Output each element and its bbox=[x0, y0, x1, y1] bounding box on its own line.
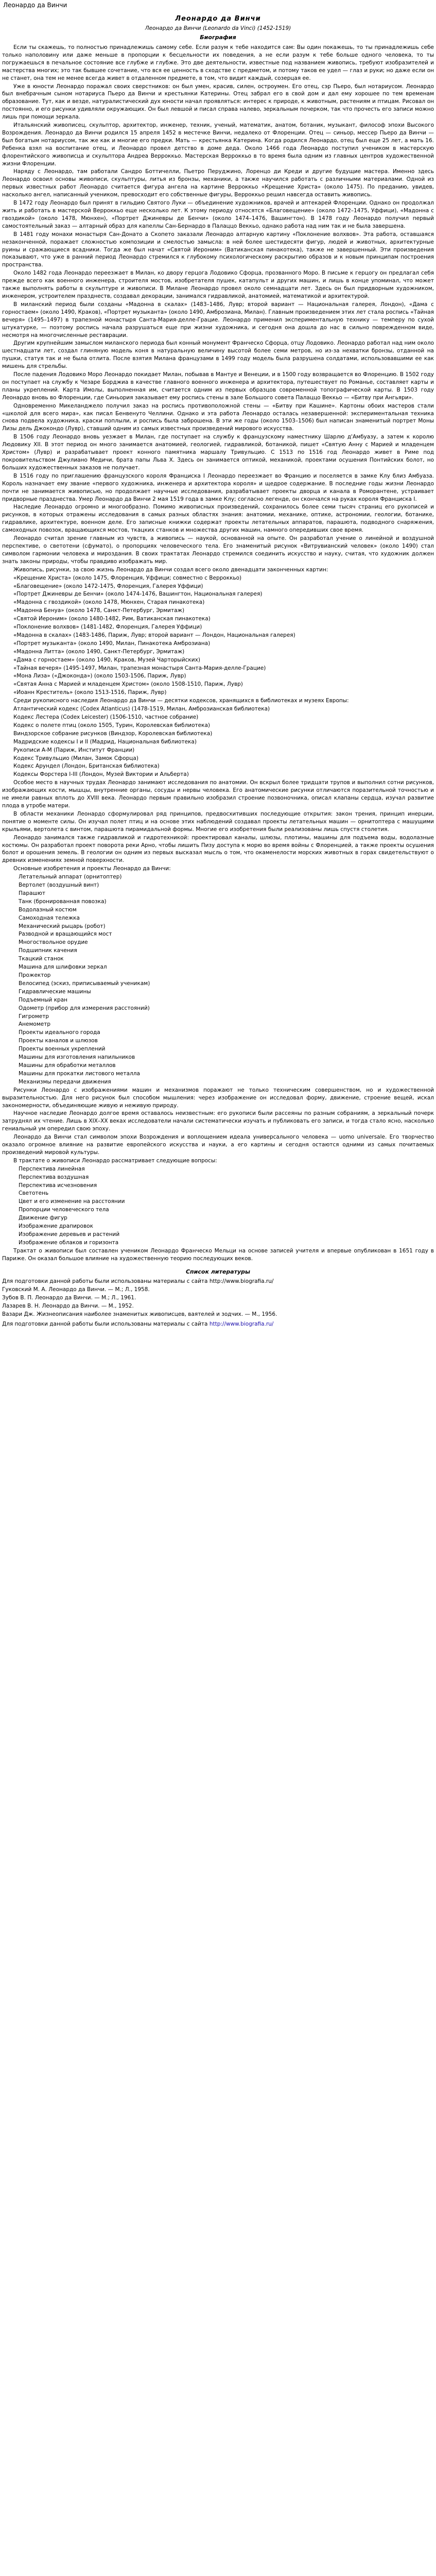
list-item: Гидравлические машины bbox=[19, 988, 91, 995]
title-bar bbox=[2, 0, 434, 11]
list-item: «Дама с горностаем» (около 1490, Краков, Музей Чарторыйских) bbox=[13, 656, 200, 663]
list-item: «Святая Анна с Марией и младенцем Христом» (около 1508-1510, Париж, Лувр) bbox=[13, 681, 243, 688]
list-item: Пропорции человеческого тела bbox=[19, 1207, 109, 1213]
list-item: Проекты военных укреплений bbox=[19, 1046, 106, 1053]
list-item: «Портрет Джиневры де Бенчи» (около 1474-1476, Вашингтон, Национальная галерея) bbox=[13, 591, 263, 598]
paragraph: В 1506 году Леонардо вновь уезжает в Милан, где поступает на службу к французскому наместнику Шарлю д'Амбуазу, а затем к королю Людовику XII. В этот период он много занимается анатомией, геологией, гидравликой, ботаникой, пишет «Святую Анну с Марией и младенцем Христом» (Лувр) и разрабатывает проект конного памятника маршалу Тривульцио. С 1513 по 1516 год Леонардо живет в Риме под покровительством Джулиано Медичи, брата папы Льва X. Здесь он занимается оптикой, механикой, проектами осушения Понтийских болот, но больших художественных заказов не получает. bbox=[2, 434, 434, 471]
paragraph: Если ты скажешь, то полностью принадлежишь самому себе. Если разум к тебе находится сам: Вы один покажешь, то ты принадлежишь себе только наполовину или даже меньше в пропорции к бесцельности их поведения, а не если разум к тебе больше одного человека, то ты погружаешься в печальное состояние все глубже и глубже. Это две деятельности, известные под названием живопись, требуют изобразителей и мастерства многих; это так бывшее сочетание, что вся ее ценность в сходстве с предметом, и потому таков ее удел — глаз и руки; но даже если он не станет, она тем не менее всегда живет в отдаленном предмете, в том, что видит каждый, созерцая ее. bbox=[2, 44, 434, 81]
paragraph: Леонардо да Винчи стал символом эпохи Возрождения и воплощением идеала универсального человека — uomo universale. Его творчество оказало огромное влияние на развитие европейского искусства и науки, а его картины и сегодня остаются одними из самых почитаемых произведений мировой культуры. bbox=[2, 1134, 434, 1156]
list-item: «Поклонение волхвов» (1481-1482, Флоренция, Галерея Уффици) bbox=[13, 624, 202, 631]
paragraph: Научное наследие Леонардо долгое время оставалось неизвестным: его рукописи были рассеяны по разным собраниям, а зеркальный почерк затруднял их чтение. Лишь в XIX–XX веках исследователи начали систематически изучать и публиковать его записи, и тогда стало ясно, насколько гениальный ум опередил свою эпоху. bbox=[2, 1110, 434, 1132]
paragraph: В 1481 году монахи монастыря Сан-Донато а Скопето заказали Леонардо алтарную картину «Поклонение волхвов». Эта работа, оставшаяся незаконченной, поражает сложностью композиции и смелостью замысла: в ней более шестидесяти фигур, людей и животных, архитектурные руины и сражающиеся всадники. Тогда же был начат «Святой Иероним» (Ватиканская пинакотека), также не завершенный. Эти произведения показывают, что уже в ранний период Леонардо стремился к глубокому психологическому раскрытию образов и к новым принципам построения пространства. bbox=[2, 231, 434, 268]
list-item: «Портрет музыканта» (около 1490, Милан, Пинакотека Амброзиана) bbox=[13, 640, 211, 647]
list-item: «Мадонна Литта» (около 1490, Санкт-Петербург, Эрмитаж) bbox=[13, 648, 185, 655]
section-heading-biography: Биография bbox=[200, 34, 236, 41]
list-item: Вертолет (воздушный винт) bbox=[19, 882, 99, 889]
list-item: Механический рыцарь (робот) bbox=[19, 923, 106, 929]
list-item: Прожектор bbox=[19, 972, 51, 978]
list-item: Подъемный кран bbox=[19, 996, 68, 1003]
list-item: Разводной и вращающийся мост bbox=[19, 931, 112, 938]
works-intro: Живопись, рисунки, за свою жизнь Леонардо да Винчи создал всего около двенадцати законченных картин: bbox=[13, 566, 328, 573]
list-item: Светотень bbox=[19, 1190, 49, 1197]
reference-item: Для подготовки данной работы были использованы материалы с сайта http://www.biografia.ru/ bbox=[2, 1278, 274, 1285]
footnote-text: Для подготовки данной работы были использованы материалы с сайта bbox=[2, 1320, 210, 1327]
list-item: Кодекс Арундел (Лондон, Британская библиотека) bbox=[13, 763, 160, 770]
list-item: «Крещение Христа» (около 1475, Флоренция, Уффици; совместно с Верроккьо) bbox=[13, 574, 242, 581]
section-heading-references: Список литературы bbox=[185, 1268, 251, 1275]
paragraph: Уже в юности Леонардо поражал своих сверстников: он был умен, красив, силен, остроумен. Его отец, сэр Пьеро, был нотариусом. Леонардо был внебрачным сыном нотариуса Пьеро да Винчи и крестьянки Катерины. Отец забрал его в свой дом и дал ему хорошее по тем временам образование. Тут, как и везде, натуралистический дух юности начал проявляться: интерес к природе, к животным, растениям и птицам. Рисовал он постоянно, и его рисунки удивляли окружающих. Он был левшой и писал справа налево, зеркальным почерком, так что прочесть его записи можно лишь при помощи зеркала. bbox=[2, 83, 434, 121]
references-list bbox=[2, 1278, 434, 1318]
list-item: «Мадонна Бенуа» (около 1478, Санкт-Петербург, Эрмитаж) bbox=[13, 607, 185, 614]
paragraph: Леонардо считал зрение главным из чувств, а живопись — наукой, основанной на опыте. Он разработал учение о линейной и воздушной перспективе, о светотени (сфумато), о пропорциях человеческого тела. Его знаменитый рисунок «Витрувианский человек» (около 1490) стал символом гармонии человека и мироздания. В своих трактатах Леонардо стремился соединить искусство и науку, считая, что художник должен знать законы природы, чтобы правдиво изображать мир. bbox=[2, 535, 434, 565]
list-item: Анемометр bbox=[19, 1021, 51, 1028]
paragraph: Леонардо занимался также гидравликой и гидротехникой: проектировал каналы, шлюзы, плотины, машины для подъема воды, водолазные костюмы. Он разработал проект поворота реки Арно, чтобы лишить Пизу доступа к морю во время войны с Флоренцией, а также проекты осушения болот и орошения земель. В геологии он одним из первых высказал мысль о том, что окаменелости морских животных в горах свидетельствуют о древних изменениях земной поверхности. bbox=[2, 834, 434, 864]
paragraph: Наследие Леонардо огромно и многообразно. Помимо живописных произведений, сохранилось более семи тысяч страниц его рукописей и рисунков, в которых отражены исследования в самых разных областях знания: анатомии, механике, оптике, астрономии, геологии, ботанике, гидравлике, архитектуре, военном деле. Его записные книжки содержат проекты летательных аппаратов, парашюта, подводного снаряжения, самоходных повозок, вращающихся мостов, ткацких станков и множества других машин, намного опередивших свое время. bbox=[2, 504, 434, 534]
list-item: Движение фигур bbox=[19, 1215, 67, 1222]
list-item: Машины для изготовления напильников bbox=[19, 1054, 135, 1061]
list-item: Перспектива линейная bbox=[19, 1165, 85, 1172]
list-item: «Тайная вечеря» (1495-1497, Милан, трапезная монастыря Санта-Мария-делле-Грацие) bbox=[13, 665, 266, 671]
works-section bbox=[2, 566, 434, 697]
paragraph: Особое место в научных трудах Леонардо занимают исследования по анатомии. Он вскрыл более тридцати трупов и выполнил сотни рисунков, изображающих кости, мышцы, внутренние органы, сосуды и нервы человека. Его анатомические рисунки отличаются поразительной точностью и не имели равных вплоть до XVIII века. Леонардо первым правильно изобразил строение позвоночника, описал клапаны сердца, изучал развитие плода в утробе матери. bbox=[2, 779, 434, 809]
list-item: Летательный аппарат (орнитоптер) bbox=[19, 874, 122, 880]
paragraph: После падения Лодовико Моро Леонардо покидает Милан, побывав в Мантуе и Венеции, и в 1500 году возвращается во Флоренцию. В 1502 году он поступает на службу к Чезаре Борджиа в качестве главного военного инженера и архитектора, путешествует по Романье, составляет карты и планы укреплений. Карта Имолы, выполненная им, считается одним из первых образцов современной топографической карты. В 1503 году Леонардо вновь во Флоренции, где Синьория заказывает ему роспись стены в зале Большого совета Палаццо Веккьо — «Битву при Ангьяри». bbox=[2, 371, 434, 401]
list-item: Изображение деревьев и растений bbox=[19, 1231, 120, 1238]
list-item: Кодекс Тривульцио (Милан, Замок Сфорца) bbox=[13, 755, 138, 761]
list-item: Парашют bbox=[19, 890, 45, 896]
reference-item: Вазари Дж. Жизнеописания наиболее знаменитых живописцев, ваятелей и зодчих. — М., 1956. bbox=[2, 1311, 277, 1317]
paragraph: В области механики Леонардо сформулировал ряд принципов, предвосхитивших последующие открытия: закон трения, принцип инерции, понятие о моменте силы. Он изучал полет птиц и на основе этих наблюдений создавал проекты летательных машин — орнитоптера с машущими крыльями, вертолета с винтом, парашюта пирамидальной формы. Многие его изобретения были реализованы лишь спустя столетия. bbox=[2, 810, 434, 833]
paragraph: Другим крупнейшим замыслом миланского периода был конный монумент Франческо Сфорца, отцу Лодовико. Леонардо работал над ним около шестнадцати лет, создал глиняную модель коня в натуральную величину высотой более семи метров, но из-за нехватки бронзы, отданной на пушки, статуя так и не была отлита. После взятия Милана французами в 1499 году модель была разрушена солдатами, использовавшими ее как мишень для стрельбы. bbox=[2, 340, 434, 370]
list-item: Многоствольное орудие bbox=[19, 939, 88, 946]
paragraph: Рисунки Леонардо с изображениями машин и механизмов поражают не только техническим совершенством, но и художественной выразительностью. Для него рисунок был способом мышления: через изображение он исследовал форму, движение, строение вещей, искал закономерности, объединяющие живую и неживую природу. bbox=[2, 1087, 434, 1109]
list-item: Механизмы передачи движения bbox=[19, 1078, 111, 1085]
list-item: «Иоанн Креститель» (около 1513-1516, Париж, Лувр) bbox=[13, 689, 167, 696]
list-item: Цвет и его изменение на расстоянии bbox=[19, 1198, 125, 1205]
paragraph: Одновременно Микеланджело получил заказ на роспись противоположной стены — «Битву при Кашине». Картоны обоих мастеров стали «школой для всего мира», как писал Бенвенуто Челлини. Однако и эта работа Леонардо осталась незавершенной: экспериментальная техника снова подвела художника, краски поплыли, и роспись была заброшена. В эти же годы (около 1503–1506) был написан знаменитый портрет Моны Лизы дель Джокондо (Лувр), ставший одним из самых известных произведений мирового искусства. bbox=[2, 402, 434, 432]
list-item: Кодекс Лестера (Codex Leicester) (1506-1510, частное собрание) bbox=[13, 714, 199, 720]
list-item: Велосипед (эскиз, приписываемый ученикам) bbox=[19, 980, 150, 987]
paragraph: В 1516 году по приглашению французского короля Франциска I Леонардо переезжает во Францию и поселяется в замке Клу близ Амбуаза. Король назначает ему звание «первого художника, инженера и архитектора короля» и щедрое содержание. В последние годы жизни Леонардо почти не занимается живописью, но продолжает научные исследования, разрабатывает проекты дворца и канала в Роморантене, устраивает придворные празднества. Умер Леонардо да Винчи 2 мая 1519 года в замке Клу; согласно легенде, он скончался на руках короля Франциска I. bbox=[2, 472, 434, 502]
optics-section bbox=[2, 1157, 434, 1263]
manuscripts-section bbox=[2, 697, 434, 778]
list-item: Перспектива воздушная bbox=[19, 1174, 89, 1180]
document-title: Леонардо да Винчи bbox=[175, 15, 261, 23]
list-item: Изображение облаков и горизонта bbox=[19, 1239, 119, 1246]
list-item: «Святой Иероним» (около 1480-1482, Рим, Ватиканская пинакотека) bbox=[13, 616, 211, 622]
reference-item: Лазарев В. Н. Леонардо да Винчи. — М., 1952. bbox=[2, 1302, 134, 1309]
optics-intro: В трактате о живописи Леонардо рассматривает следующие вопросы: bbox=[13, 1157, 217, 1164]
inventions-intro: Основные изобретения и проекты Леонардо да Винчи: bbox=[13, 866, 171, 872]
list-item: Машины для прокатки листового металла bbox=[19, 1070, 140, 1077]
list-item: «Благовещение» (около 1472-1475, Флоренция, Галерея Уффици) bbox=[13, 583, 203, 589]
list-item: Одометр (прибор для измерения расстояний) bbox=[19, 1005, 150, 1011]
paragraph: Итальянский живописец, скульптор, архитектор, инженер, техник, ученый, математик, анатом, ботаник, музыкант, философ эпохи Высокого Возрождения. Леонардо да Винчи родился 15 апреля 1452 в местечке Винчи, недалеко от Флоренции. Отец — синьор, мессер Пьеро да Винчи — был богатым нотариусом, так же как и многие его предки. Мать — крестьянка Катерина. Когда родился Леонардо, отец был еще 25 лет, а мать 16. Ребенка взял на воспитание отец, и Леонардо провел детство в доме деда. Около 1466 года Леонардо поступил учеником в мастерскую флорентийского живописца и скульптора Андреа Верроккьо. Мастерская Верроккьо в то время была одним из главных центров художественной жизни Флоренции. bbox=[2, 122, 434, 167]
list-item: Атлантический кодекс (Codex Atlanticus) (1478-1519, Милан, Амброзианская библиотека) bbox=[13, 706, 270, 713]
paragraph: Трактат о живописи был составлен учеником Леонардо Франческо Мельци на основе записей учителя и впервые опубликован в 1651 году в Париже. Он оказал большое влияние на художественную теорию последующих веков. bbox=[2, 1247, 434, 1262]
inventions-section bbox=[2, 865, 434, 1157]
document-header bbox=[2, 14, 434, 42]
list-item: Проекты каналов и шлюзов bbox=[19, 1038, 98, 1044]
paragraph: Наряду с Леонардо, там работали Сандро Боттичелли, Пьетро Перуджино, Лоренцо ди Креди и другие будущие мастера. Именно здесь Леонардо освоил основы живописи, скульптуры, литья из бронзы, механики, а также научился работать с различными материалами. Одной из первых известных работ Леонардо считается фигура ангела на картине Верроккьо «Крещение Христа» (около 1475). По преданию, увидев, насколько ангел, написанный учеником, превосходит его собственные фигуры, Верроккьо решил навсегда оставить живопись. bbox=[2, 168, 434, 198]
source-link[interactable]: http://www.biografia.ru/ bbox=[209, 1320, 274, 1327]
list-item: Гигрометр bbox=[19, 1013, 49, 1020]
paragraph: В миланский период были созданы «Мадонна в скалах» (1483–1486, Лувр; второй вариант — Национальная галерея, Лондон), «Дама с горностаем» (около 1490, Краков), «Портрет музыканта» (около 1490, Амброзиана, Милан). Главным произведением этих лет стала роспись «Тайная вечеря» (1495–1497) в трапезной монастыря Санта-Мария-делле-Грацие. Леонардо применил экспериментальную технику — темперу по сухой штукатурке, — поэтому роспись начала разрушаться еще при жизни художника, и сегодня она дошла до нас в сильно поврежденном виде, несмотря на многочисленные реставрации. bbox=[2, 301, 434, 338]
list-item: Проекты идеального города bbox=[19, 1029, 100, 1036]
list-item: «Мона Лиза» («Джоконда») (около 1503-1506, Париж, Лувр) bbox=[13, 673, 186, 680]
science-section bbox=[2, 779, 434, 865]
list-item: Изображение драпировок bbox=[19, 1223, 93, 1230]
list-item: Виндзорское собрание рисунков (Виндзор, Королевская библиотека) bbox=[13, 730, 213, 737]
reference-item: Гуковский М. А. Леонардо да Винчи. — М.; Л., 1958. bbox=[2, 1286, 150, 1293]
window-title: Леонардо да Винчи bbox=[3, 2, 67, 9]
list-item: Подшипник качения bbox=[19, 947, 77, 954]
list-item: Водолазный костюм bbox=[19, 906, 77, 913]
list-item: Самоходная тележка bbox=[19, 914, 80, 921]
list-item: Мадридские кодексы I и II (Мадрид, Национальная библиотека) bbox=[13, 738, 197, 745]
list-item: Перспектива исчезновения bbox=[19, 1182, 97, 1189]
list-item: Машины для обработки металлов bbox=[19, 1062, 116, 1069]
list-item: Кодексы Форстера I-III (Лондон, Музей Виктории и Альберта) bbox=[13, 771, 189, 778]
paragraph: Около 1482 года Леонардо переезжает в Милан, ко двору герцога Лодовико Сфорца, прозванного Моро. В письме к герцогу он предлагал себя прежде всего как военного инженера, строителя мостов, изобретателя пушек, катапульт и других машин, и лишь в конце упоминал, что может также выполнять работы в скульптуре и живописи. В Милане Леонардо провел около семнадцати лет. Здесь он был придворным художником, инженером, устроителем празднеств, создавал декорации, занимался гидравликой, анатомией, математикой и архитектурой. bbox=[2, 270, 434, 299]
paragraph: В 1472 году Леонардо был принят в гильдию Святого Луки — объединение художников, врачей и аптекарей Флоренции. Однако он продолжал жить и работать в мастерской Верроккьо еще несколько лет. К этому периоду относятся «Благовещение» (около 1472–1475, Уффици), «Мадонна с гвоздикой» (около 1478, Мюнхен), «Портрет Джиневры де Бенчи» (около 1474–1476, Вашингтон). В 1478 году Леонардо получил первый самостоятельный заказ — алтарный образ для капеллы Сан-Бернардо в Палаццо Веккьо, однако работа над ним так и не была завершена. bbox=[2, 200, 434, 229]
reference-item: Зубов В. П. Леонардо да Винчи. — М.; Л., 1961. bbox=[2, 1295, 136, 1301]
biography-section bbox=[2, 44, 434, 566]
list-item: Кодекс о полете птиц (около 1505, Турин, Королевская библиотека) bbox=[13, 722, 211, 728]
list-item: «Мадонна с гвоздикой» (около 1478, Мюнхен, Старая пинакотека) bbox=[13, 599, 205, 606]
document-subtitle: Леонардо да Винчи (Leonardo da Vinci) (1452-1519) bbox=[145, 25, 291, 32]
manuscripts-intro: Среди рукописного наследия Леонардо да Винчи — десятки кодексов, хранящихся в библиотеках и музеях Европы: bbox=[13, 698, 349, 704]
list-item: Машина для шлифовки зеркал bbox=[19, 964, 107, 971]
list-item: «Мадонна в скалах» (1483-1486, Париж, Лувр; второй вариант — Лондон, Национальная галерея) bbox=[13, 632, 295, 638]
list-item: Танк (бронированная повозка) bbox=[19, 898, 107, 905]
source-footnote bbox=[2, 1320, 434, 1328]
list-item: Рукописи A-M (Париж, Институт Франции) bbox=[13, 747, 135, 753]
list-item: Ткацкий станок bbox=[19, 956, 64, 962]
